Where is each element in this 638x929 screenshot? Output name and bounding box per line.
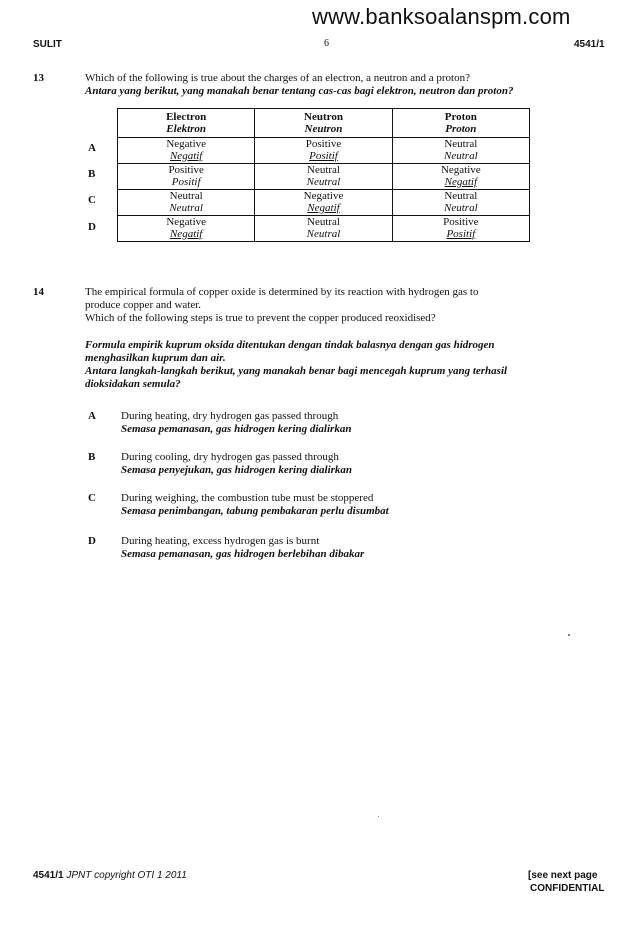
q14-option-d-label: D — [88, 535, 96, 547]
question-14-text-ms-2: menghasilkan kuprum dan air. — [85, 352, 226, 364]
website-watermark: www.banksoalanspm.com — [312, 4, 571, 29]
q13-row-label-a: A — [88, 142, 96, 154]
question-14-number: 14 — [33, 286, 44, 298]
footer-copyright: 4541/1 JPNT copyright OTI 1 2011 — [33, 870, 187, 881]
question-14-text-ms-4: dioksidakan semula? — [85, 378, 181, 390]
header-proton: Proton Proton — [392, 109, 529, 138]
question-14-text-ms-3: Antara langkah-langkah berikut, yang manakah benar bagi mencegah kuprum yang terhasil — [85, 365, 508, 377]
q14-option-c-ms: Semasa penimbangan, tabung pembakaran perlu disumbat — [121, 505, 389, 517]
header-electron: Electron Elektron — [118, 109, 255, 138]
q14-option-b-en: During cooling, dry hydrogen gas passed through — [121, 451, 339, 463]
table-header-row — [118, 109, 530, 138]
q14-option-a-label: A — [88, 410, 96, 422]
scan-speck — [378, 816, 379, 817]
sulit-label: SULIT — [33, 39, 62, 50]
q14-option-c-label: C — [88, 492, 96, 504]
question-13-number: 13 — [33, 72, 44, 84]
q14-option-a-ms: Semasa pemanasan, gas hidrogen kering dialirkan — [121, 423, 352, 435]
table-row: Negative Negatif Positive Positif Neutral Neutral — [118, 138, 530, 164]
question-13-text-en: Which of the following is true about the charges of an electron, a neutron and a proton? — [85, 72, 470, 84]
question-14-text-en-1: The empirical formula of copper oxide is determined by its reaction with hydrogen gas to — [85, 286, 479, 298]
charges-table — [117, 108, 530, 242]
q14-option-a-en: During heating, dry hydrogen gas passed through — [121, 410, 339, 422]
q13-row-label-d: D — [88, 221, 96, 233]
paper-code: 4541/1 — [574, 39, 605, 50]
table-row: Neutral Neutral Negative Negatif Neutral Neutral — [118, 190, 530, 216]
header-neutron: Neutron Neutron — [255, 109, 392, 138]
q14-option-b-ms: Semasa penyejukan, gas hidrogen kering dialirkan — [121, 464, 353, 476]
q14-option-c-en: During weighing, the combustion tube must be stoppered — [121, 492, 374, 504]
q14-option-b-label: B — [88, 451, 96, 463]
q14-option-d-en: During heating, excess hydrogen gas is burnt — [121, 535, 320, 547]
confidential-label: CONFIDENTIAL — [530, 883, 605, 894]
see-next-page: [see next page — [528, 870, 598, 881]
q14-option-d-ms: Semasa pemanasan, gas hidrogen berlebihan dibakar — [121, 548, 365, 560]
table-row: Positive Positif Neutral Neutral Negative Negatif — [118, 164, 530, 190]
page-number: 6 — [324, 38, 329, 49]
q13-row-label-b: B — [88, 168, 96, 180]
question-14-text-ms-1: Formula empirik kuprum oksida ditentukan dengan tindak balasnya dengan gas hidrogen — [85, 339, 495, 351]
table-row: Negative Negatif Neutral Neutral Positive Positif — [118, 216, 530, 242]
question-14-text-en-3: Which of the following steps is true to prevent the copper produced reoxidised? — [85, 312, 436, 324]
q13-row-label-c: C — [88, 194, 96, 206]
question-14-text-en-2: produce copper and water. — [85, 299, 202, 311]
scan-speck — [568, 634, 570, 636]
question-13-text-ms: Antara yang berikut, yang manakah benar tentang cas-cas bagi elektron, neutron dan proton? — [85, 85, 514, 97]
